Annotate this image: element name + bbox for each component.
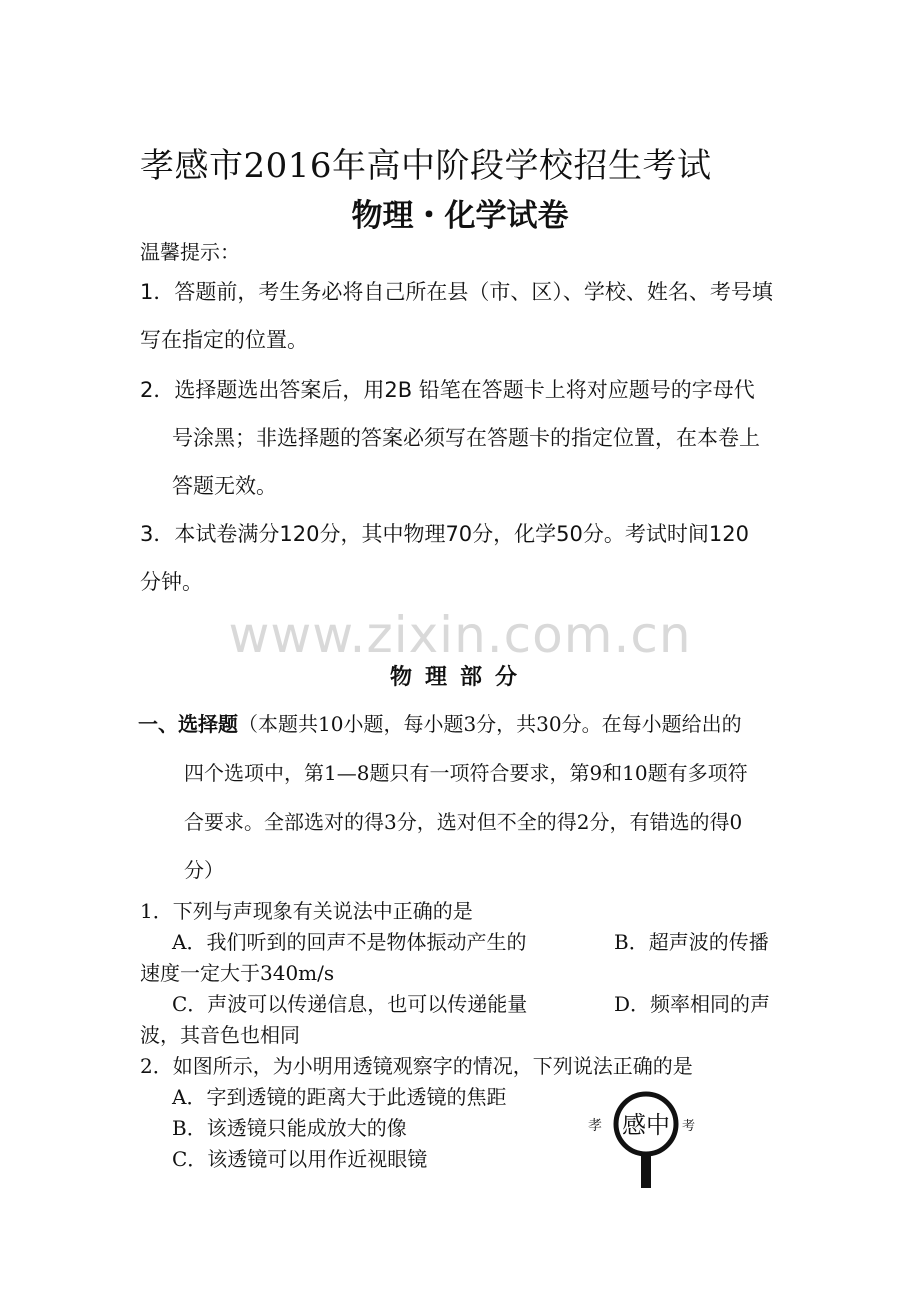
magnifier-figure	[580, 1086, 710, 1198]
part1-header	[138, 708, 742, 737]
question-1-option-b: B．超声波的传播	[614, 930, 769, 954]
lens-handle	[641, 1154, 651, 1188]
question-2-option-b: B．该透镜只能成放大的像	[172, 1116, 407, 1140]
figure-magnified-text: 感中	[622, 1111, 670, 1139]
part1-instructions-line-2: 四个选项中，第1—8题只有一项符合要求，第9和10题有多项符	[184, 761, 748, 785]
question-1-stem: 1．下列与声现象有关说法中正确的是	[140, 899, 473, 923]
question-2-option-c: C．该透镜可以用作近视眼镜	[172, 1147, 428, 1171]
tip-2-line-2: 号涂黑；非选择题的答案必须写在答题卡的指定位置，在本卷上	[172, 426, 760, 450]
tip-2-line-1: 2．选择题选出答案后，用2B 铅笔在答题卡上将对应题号的字母代	[140, 378, 755, 402]
question-2-option-a: A．字到透镜的距离大于此透镜的焦距	[172, 1085, 507, 1109]
tip-2-line-3: 答题无效。	[172, 474, 277, 498]
question-1-option-a: A．我们听到的回声不是物体振动产生的	[172, 930, 527, 954]
part1-instructions-line-4: 分）	[184, 858, 224, 882]
exam-subtitle: 物理・化学试卷	[351, 198, 569, 234]
question-1-option-d: D．频率相同的声	[614, 992, 771, 1016]
part1-instructions-line-1: （本题共10小题，每小题3分，共30分。在每小题给出的	[238, 712, 742, 736]
tip-1-line-2: 写在指定的位置。	[140, 328, 308, 352]
question-2-stem: 2．如图所示，为小明用透镜观察字的情况，下列说法正确的是	[140, 1054, 693, 1078]
exam-title: 孝感市2016年高中阶段学校招生考试	[140, 146, 712, 186]
figure-right-char: 考	[682, 1119, 696, 1134]
tip-3-line-2: 分钟。	[140, 570, 203, 594]
section-title: 物理部分	[389, 665, 530, 690]
part1-label: 一、选择题	[138, 712, 238, 736]
question-1-option-d-cont: 波，其音色也相同	[140, 1023, 300, 1047]
tip-1-line-1: 1．答题前，考生务必将自己所在县（市、区）、学校、姓名、考号填	[140, 280, 773, 304]
tips-heading: 温馨提示：	[140, 240, 240, 264]
question-1-option-c: C．声波可以传递信息，也可以传递能量	[172, 992, 528, 1016]
part1-instructions-line-3: 合要求。全部选对的得3分，选对但不全的得2分，有错选的得0	[184, 810, 743, 834]
watermark: www.zixin.com.cn	[228, 606, 692, 664]
figure-left-char: 孝	[588, 1118, 602, 1134]
tip-3-line-1: 3．本试卷满分120分，其中物理70分，化学50分。考试时间120	[140, 522, 749, 546]
question-1-option-b-cont: 速度一定大于340m/s	[140, 961, 335, 985]
